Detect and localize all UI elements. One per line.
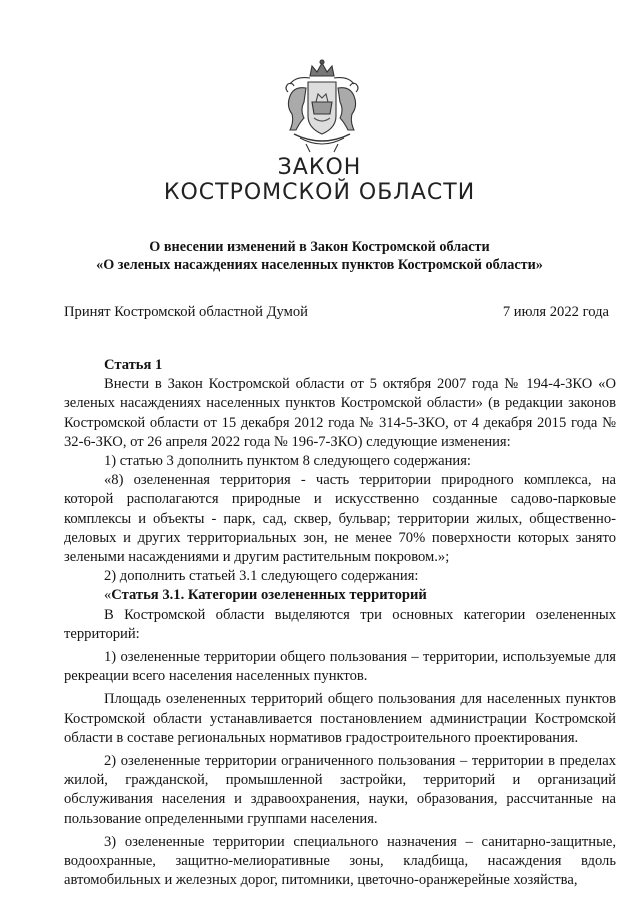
opening-quote: « bbox=[104, 587, 112, 604]
area-paragraph: Площадь озелененных территорий общего пользования для населенных пунктов Костромской области устанавливается постановлением администрации Костромской области в составе региональных нормативов градостроительного проектирования. bbox=[64, 691, 616, 746]
coat-of-arms-emblem bbox=[276, 58, 368, 154]
amendment-item-1-text: «8) озелененная территория - часть территории природного комплекса, на которой располагаются природные и искусственно созданные садово-парковые комплексы и объекты - парк, сад, сквер, бульвар; территории жилых, общественно-деловых и других территориальных зон, не менее 70% поверхности которых занято зелеными насаждениями и другим растительным покровом.»; bbox=[64, 472, 616, 566]
new-article-heading: Статья 3.1. Категории озелененных территорий bbox=[111, 587, 427, 604]
amendment-item-2: 2) дополнить статьей 3.1 следующего содержания: bbox=[104, 568, 419, 585]
law-subject-line-1: О внесении изменений в Закон Костромской области bbox=[149, 239, 490, 255]
region-title: КОСТРОМСКОЙ ОБЛАСТИ bbox=[163, 180, 476, 205]
law-subject-line-2: «О зеленых насаждениях населенных пунктов Костромской области» bbox=[96, 257, 543, 273]
category-3-paragraph: 3) озелененные территории специального назначения – санитарно-защитные, водоохранные, защитно-мелиоративные зоны, кладбища, насаждения вдоль автомобильных и железных дорог, питомники, цветочно-оранжерейные хозяйства, bbox=[64, 833, 616, 889]
adopted-by: Принят Костромской областной Думой bbox=[64, 304, 308, 320]
amendment-item-1: 1) статью 3 дополнить пунктом 8 следующего содержания: bbox=[104, 453, 471, 470]
document-body bbox=[64, 356, 616, 890]
document-type-title: ЗАКОН bbox=[277, 155, 362, 180]
categories-paragraph: В Костромской области выделяются три основных категории озелененных территорий: bbox=[64, 606, 616, 642]
article-intro-paragraph: Внести в Закон Костромской области от 5 октября 2007 года № 194-4-ЗКО «О зеленых насаждениях населенных пунктов Костромской области» (в редакции законов Костромской области от 15 декабря 2012 года № 314-5-ЗКО, от 4 декабря 2015 года № 32-6-ЗКО, от 26 апреля 2022 года № 196-7-ЗКО) следующие изменения: bbox=[64, 376, 616, 450]
category-2-paragraph: 2) озелененные территории ограниченного пользования – территории в пределах жилой, гражданской, промышленной застройки, территорий и организаций обслуживания населения и здравоохранения, науки, образования, рассчитанные на пользование определенными группами населения. bbox=[64, 753, 616, 827]
adoption-date: 7 июля 2022 года bbox=[502, 304, 609, 320]
new-article-heading-line bbox=[64, 586, 616, 605]
article-heading: Статья 1 bbox=[104, 357, 163, 373]
category-1-paragraph: 1) озелененные территории общего пользования – территории, используемые для рекреации всего населения населенных пунктов. bbox=[64, 649, 616, 685]
